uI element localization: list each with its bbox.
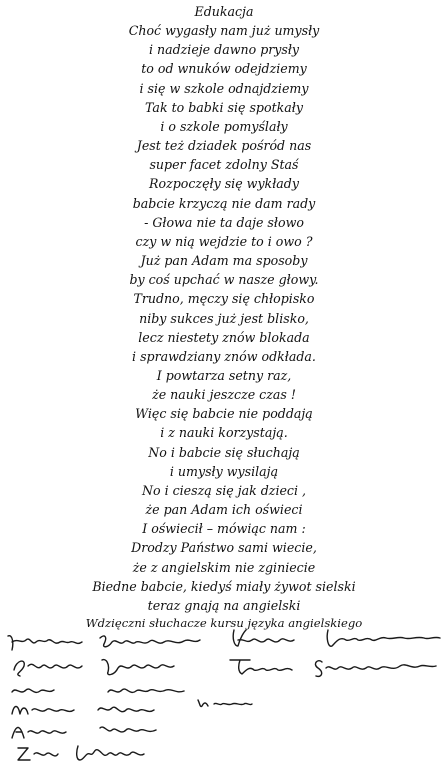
poem-line: lecz niestety znów blokada — [138, 329, 310, 345]
poem-line: I oświecił – mówiąc nam : — [142, 521, 306, 537]
poem-line: i się w szkole odnajdziemy — [139, 80, 309, 96]
poem-line: Jest też dziadek pośród nas — [136, 138, 312, 154]
poem-line: i umysły wysilają — [169, 463, 279, 479]
poem-line: że pan Adam ich oświeci — [145, 502, 303, 518]
poem-title: Edukacja — [194, 4, 254, 19]
poem-line: No i babcie się słuchają — [148, 444, 300, 460]
poem-line: czy w nią wejdzie to i owo ? — [135, 233, 313, 249]
poem-line: to od wnuków odejdziemy — [141, 61, 307, 77]
signatures-area — [0, 624, 448, 768]
poem-line: Drodzy Państwo sami wiecie, — [131, 540, 317, 556]
signature-1 — [4, 632, 204, 654]
poem — [0, 2, 448, 615]
poem-line: że z angielskim nie zginiecie — [132, 559, 316, 575]
poem-line: Już pan Adam ma sposoby — [140, 253, 308, 269]
poem-line: I powtarza setny raz, — [156, 367, 292, 383]
signature-6 — [14, 742, 154, 764]
poem-line: by coś upchać w nasze głowy. — [129, 272, 319, 288]
signature-4 — [8, 700, 168, 720]
poem-line: babcie krzyczą nie dam rady — [132, 195, 316, 211]
poem-line: niby sukces już jest blisko, — [139, 310, 309, 326]
poem-line: i z nauki korzystają. — [160, 425, 288, 441]
poem-line: i nadzieje dawno prysły — [148, 42, 300, 58]
poem-line: i o szkole pomyślały — [160, 118, 288, 134]
signature-2 — [10, 654, 180, 680]
signature-9 — [194, 696, 254, 710]
poem-line: i sprawdziany znów odkłada. — [132, 348, 316, 364]
poem-line: Trudno, męczy się chłopisko — [133, 291, 315, 307]
poem-line: super facet zdolny Staś — [149, 157, 299, 173]
signature-5 — [8, 720, 168, 742]
poem-line: Rozpoczęły się wykłady — [149, 176, 299, 192]
signature-7 — [228, 626, 444, 654]
signature-8 — [226, 654, 442, 680]
poem-line: No i cieszą się jak dzieci , — [141, 482, 307, 498]
poem-line: Więc się babcie nie poddają — [135, 406, 313, 422]
poem-line: Biedne babcie, kiedyś miały żywot sielski — [92, 578, 356, 594]
poem-line: teraz gnają na angielski — [147, 597, 301, 613]
footer-dedication: Wdzięczni słuchacze kursu języka angielskiego — [85, 616, 363, 630]
signature-3 — [8, 682, 188, 700]
poem-line: - Głowa nie ta daje słowo — [144, 214, 304, 230]
poem-line: Tak to babki się spotkały — [145, 99, 303, 115]
poem-line: Choć wygasły nam już umysły — [128, 23, 320, 39]
poem-line: że nauki jeszcze czas ! — [152, 387, 296, 403]
